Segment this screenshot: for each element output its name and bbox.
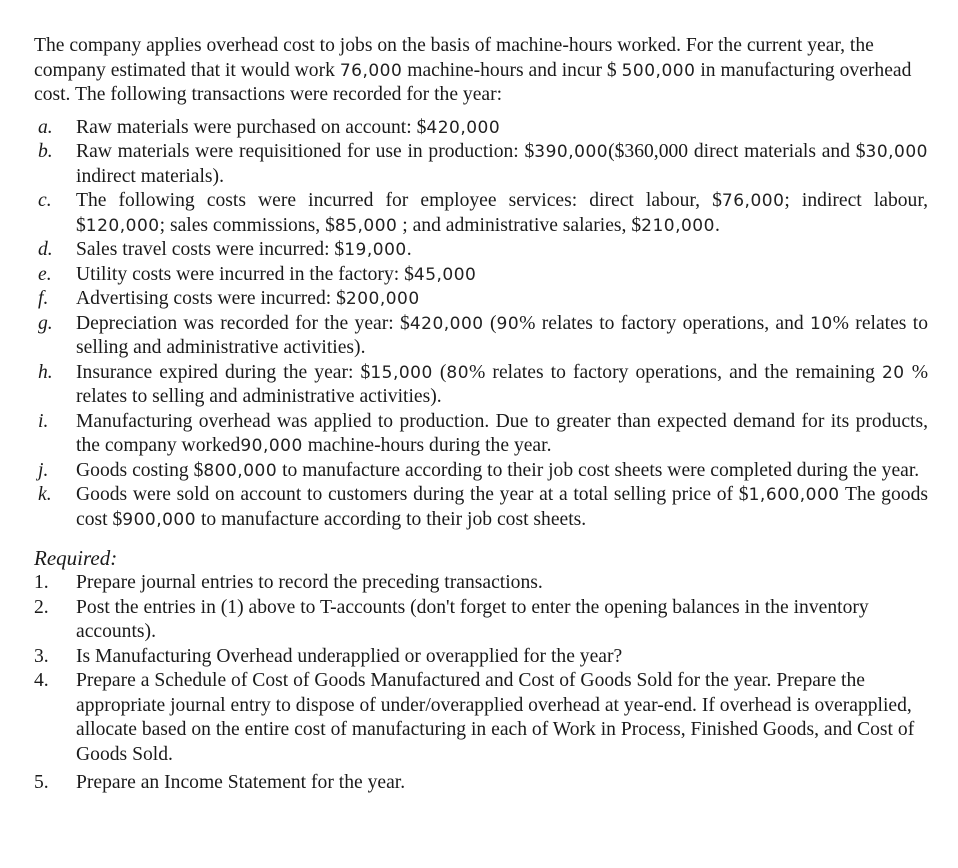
handwritten-value: 420,000 xyxy=(409,313,484,334)
transaction-label: c. xyxy=(38,190,52,211)
handwritten-value: 80 xyxy=(446,362,470,383)
transaction-text: to manufacture according to their job cost sheets were completed during the year. xyxy=(282,459,920,481)
transaction-label: g. xyxy=(38,312,53,334)
transaction-text: ; sales commissions, $ xyxy=(159,214,335,236)
handwritten-value: 90,000 xyxy=(240,436,303,456)
transaction-e xyxy=(34,263,928,288)
transaction-label: k. xyxy=(38,484,52,505)
handwritten-value: 10 xyxy=(810,313,833,334)
required-item-2 xyxy=(34,596,928,645)
transaction-label: f. xyxy=(38,288,49,309)
handwritten-value: 200,000 xyxy=(345,289,420,309)
transaction-text: ( xyxy=(439,361,447,383)
transaction-label: b. xyxy=(38,141,53,162)
handwritten-value: 120,000 xyxy=(85,215,160,236)
required-item-3 xyxy=(34,645,928,670)
required-text: Prepare journal entries to record the preceding transactions. xyxy=(76,572,543,593)
transaction-text: Insurance expired during the year: $ xyxy=(76,361,371,383)
intro-text-1: The company applies overhead cost to jobs on the basis of machine-hours worked. For the current year, the company estimated that it would work xyxy=(34,35,874,81)
transaction-text: The goods cost $ xyxy=(76,484,928,530)
transaction-text: % relates to factory operations, and the remaining xyxy=(469,361,875,383)
handwritten-value: 19,000 xyxy=(344,240,407,260)
transaction-text: Raw materials were requisitioned for use in production: $ xyxy=(76,141,535,162)
transaction-text: ($360,000 direct materials and $ xyxy=(608,141,866,162)
transaction-text: Advertising costs were incurred: $ xyxy=(76,288,346,309)
handwritten-value: 390,000 xyxy=(534,142,609,162)
transaction-text: Goods were sold on account to customers during the year at a total selling price of $ xyxy=(76,484,749,505)
transaction-text: indirect materials). xyxy=(76,165,224,187)
transaction-text: % relates to factory operations, and xyxy=(519,312,804,334)
handwritten-value: 1,600,000 xyxy=(748,485,840,505)
transaction-label: i. xyxy=(38,410,49,432)
transaction-label: d. xyxy=(38,239,53,260)
handwritten-value: 90 xyxy=(496,313,520,334)
required-item-1 xyxy=(34,571,928,596)
transaction-list xyxy=(34,116,928,533)
required-number: 4. xyxy=(34,670,49,691)
handwritten-value: 45,000 xyxy=(413,264,477,285)
required-number: 2. xyxy=(34,596,49,618)
transaction-text: . xyxy=(714,214,720,236)
transaction-text: ; and administrative salaries, $ xyxy=(402,214,642,236)
transaction-text: Raw materials were purchased on account: $ xyxy=(76,116,427,138)
transaction-text: Utility costs were incurred in the factory: $ xyxy=(76,263,414,285)
transaction-c xyxy=(34,189,928,238)
required-text: Prepare an Income Statement for the year. xyxy=(76,772,406,793)
handwritten-value: 900,000 xyxy=(122,509,197,530)
transaction-text: The following costs were incurred for employee services: direct labour, $ xyxy=(76,190,722,211)
transaction-text: % relates to selling and administrative activities). xyxy=(76,312,928,358)
transaction-a xyxy=(34,116,928,141)
required-text: Is Manufacturing Overhead underapplied or overapplied for the year? xyxy=(76,645,623,667)
handwritten-overhead-estimate: 500,000 xyxy=(621,60,696,81)
transaction-h xyxy=(34,361,928,410)
handwritten-value: 800,000 xyxy=(203,460,278,481)
transaction-text: ; indirect labour, $ xyxy=(76,190,928,236)
handwritten-value: 76,000 xyxy=(721,191,785,211)
transaction-text: Depreciation was recorded for the year: $ xyxy=(76,312,410,334)
transaction-k xyxy=(34,483,928,532)
transaction-text: . xyxy=(406,239,412,260)
transaction-label: j. xyxy=(38,459,49,481)
transaction-text: to manufacture according to their job cost sheets. xyxy=(200,508,587,530)
transaction-text: % relates to selling and administrative activities). xyxy=(76,361,929,407)
transaction-d xyxy=(34,238,928,263)
intro-text-2: machine-hours and incur $ xyxy=(407,59,617,81)
transaction-text: Goods costing $ xyxy=(76,459,204,481)
transaction-text: machine-hours during the year. xyxy=(307,435,552,456)
required-list xyxy=(34,571,928,796)
required-number: 1. xyxy=(34,572,49,593)
handwritten-value: 15,000 xyxy=(370,362,433,383)
required-number: 5. xyxy=(34,772,49,793)
required-number: 3. xyxy=(34,645,49,667)
required-text: Prepare a Schedule of Cost of Goods Manufactured and Cost of Goods Sold for the year. Prepare the appropriate journal entry to dispose of under/overapplied overhead at year-end. If overhead is overapplied, allocate based on the entire cost of manufacturing in each of Work in Process, Finished Goods, and Cost of Goods Sold. xyxy=(76,670,915,765)
required-heading: Required: xyxy=(34,546,118,570)
transaction-label: e. xyxy=(38,263,52,285)
required-item-5 xyxy=(34,771,928,796)
handwritten-machine-hours: 76,000 xyxy=(339,60,403,81)
required-item-4 xyxy=(34,669,928,767)
handwritten-value: 85,000 xyxy=(334,215,398,236)
intro-text-3: in manufacturing overhead cost. The following transactions were recorded for the year: xyxy=(34,59,912,105)
intro-paragraph xyxy=(34,34,928,108)
transaction-text: Sales travel costs were incurred: $ xyxy=(76,239,345,260)
transaction-f xyxy=(34,287,928,312)
transaction-text: Manufacturing overhead was applied to production. Due to greater than expected demand for its products, the company worked xyxy=(76,410,928,456)
transaction-label: a. xyxy=(38,116,53,138)
required-text: Post the entries in (1) above to T-accounts (don't forget to enter the opening balances in the inventory accounts). xyxy=(76,596,869,642)
transaction-g xyxy=(34,312,928,361)
transaction-text: ( xyxy=(489,312,497,334)
transaction-b xyxy=(34,140,928,189)
handwritten-value: 20 xyxy=(881,362,905,383)
transaction-label: h. xyxy=(38,361,53,383)
transaction-i xyxy=(34,410,928,459)
handwritten-value: 420,000 xyxy=(426,117,501,138)
handwritten-value: 210,000 xyxy=(641,215,715,236)
handwritten-value: 30,000 xyxy=(865,142,928,162)
transaction-j xyxy=(34,459,928,484)
